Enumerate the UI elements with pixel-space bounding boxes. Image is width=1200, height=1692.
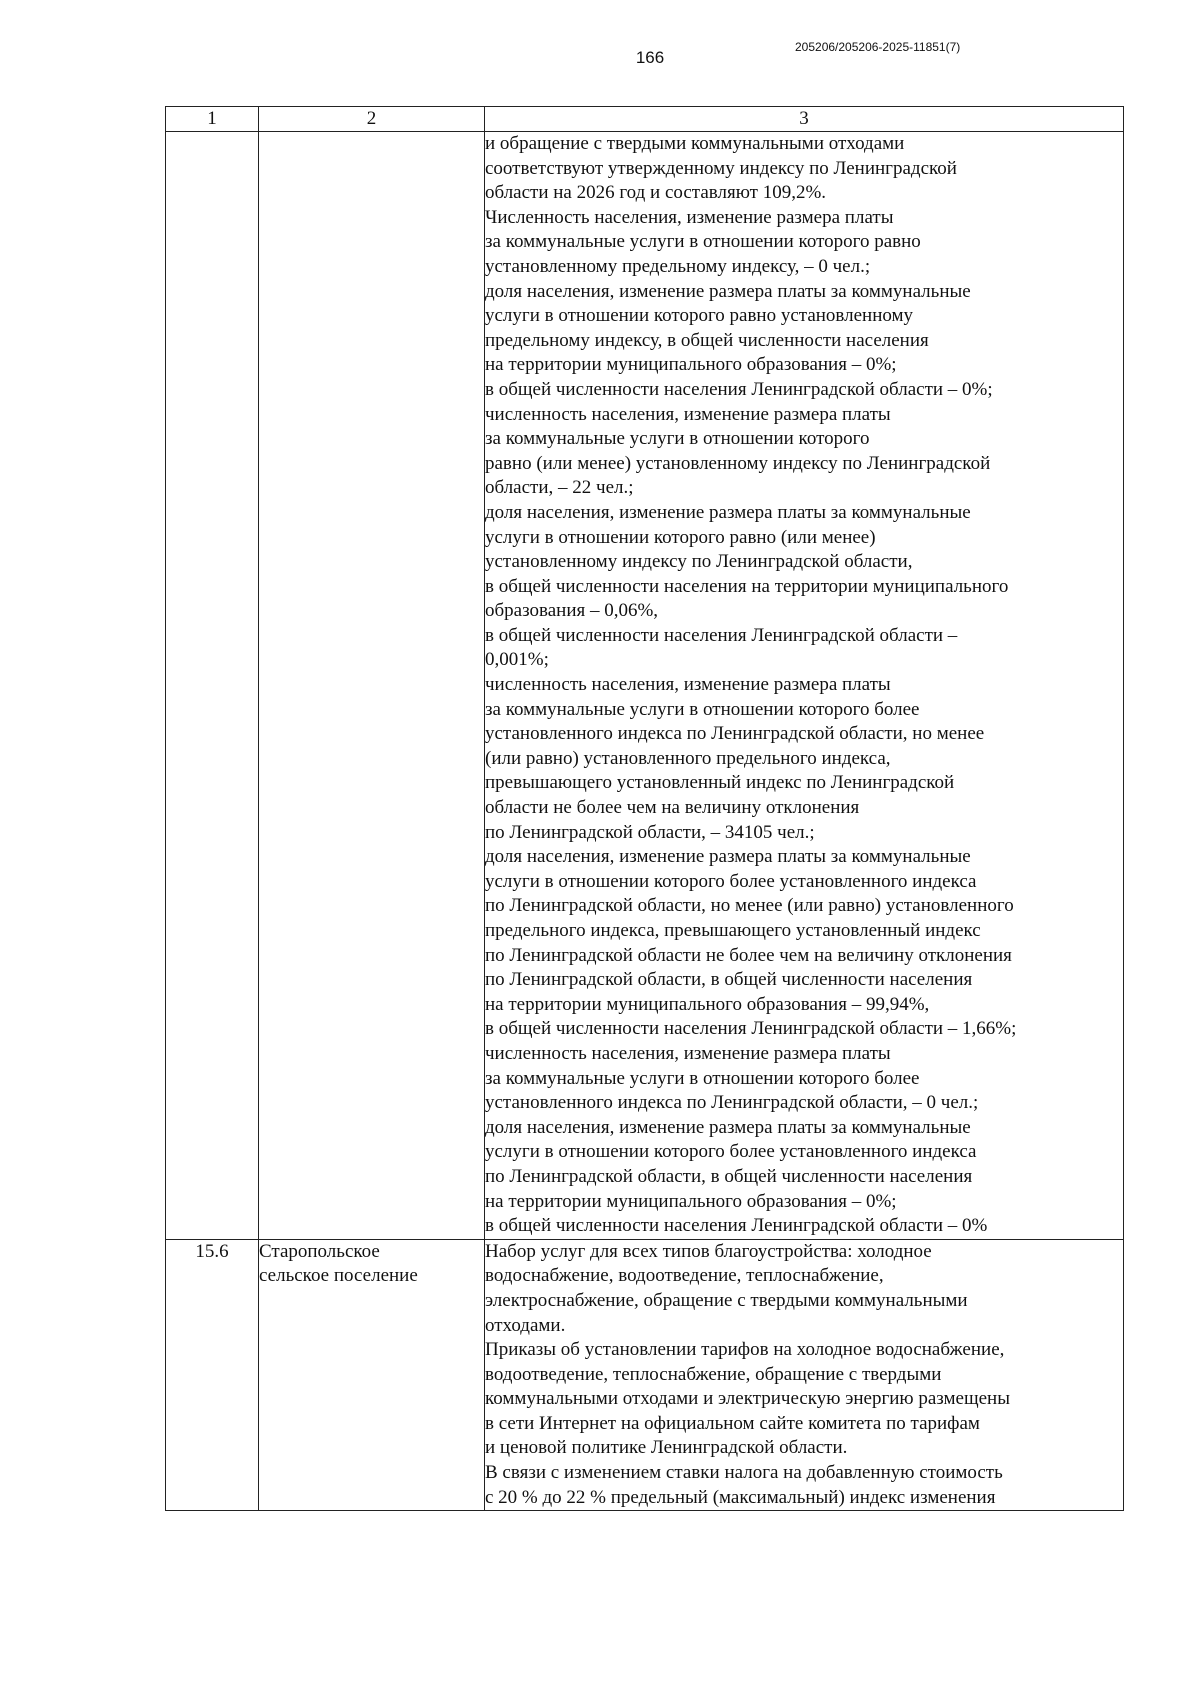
data-table bbox=[165, 106, 1124, 1511]
table-row-continuation bbox=[166, 132, 1124, 1240]
text-line: с 20 % до 22 % предельный (максимальный) индекс изменения bbox=[485, 1486, 996, 1508]
text-line: на территории муниципального образования – 0%; bbox=[485, 354, 897, 376]
column-header-1: 1 bbox=[166, 107, 259, 132]
text-line: услуги в отношении которого более установленного индекса bbox=[485, 870, 977, 892]
text-line: за коммунальные услуги в отношении которого равно bbox=[485, 231, 921, 253]
text-line: в общей численности населения Ленинградской области – 0%; bbox=[485, 378, 993, 400]
text-line: доля населения, изменение размера платы за коммунальные bbox=[485, 280, 971, 302]
description-lines bbox=[485, 132, 1123, 1239]
text-line: в сети Интернет на официальном сайте комитета по тарифам bbox=[485, 1412, 980, 1434]
text-line: в общей численности населения Ленинградской области – 0% bbox=[485, 1215, 988, 1237]
text-line: коммунальными отходами и электрическую энергию размещены bbox=[485, 1388, 1010, 1410]
text-line: в общей численности населения Ленинградской области – bbox=[485, 624, 958, 646]
text-line: электроснабжение, обращение с твердыми коммунальными bbox=[485, 1289, 968, 1311]
description-lines bbox=[485, 1240, 1123, 1511]
text-line: численность населения, изменение размера платы bbox=[485, 674, 891, 696]
text-line: установленного индекса по Ленинградской области, – 0 чел.; bbox=[485, 1092, 979, 1114]
text-line: по Ленинградской области не более чем на величину отклонения bbox=[485, 944, 1012, 966]
text-line: по Ленинградской области, но менее (или равно) установленного bbox=[485, 895, 1014, 917]
text-line: в общей численности населения на территории муниципального bbox=[485, 575, 1009, 597]
row-number-cell bbox=[166, 132, 259, 1240]
text-line: предельного индекса, превышающего установленный индекс bbox=[485, 920, 981, 941]
text-line: численность населения, изменение размера платы bbox=[485, 1042, 891, 1064]
text-line: области на 2026 год и составляют 109,2%. bbox=[485, 182, 827, 204]
text-line: по Ленинградской области, – 34105 чел.; bbox=[485, 821, 815, 843]
row-number-cell: 15.6 bbox=[166, 1239, 259, 1511]
text-line: доля населения, изменение размера платы за коммунальные bbox=[485, 501, 971, 523]
column-header-2: 2 bbox=[259, 107, 485, 132]
text-line: водоснабжение, водоотведение, теплоснабжение, bbox=[485, 1265, 884, 1287]
text-line: установленному предельному индексу, – 0 чел.; bbox=[485, 255, 871, 277]
text-line: доля населения, изменение размера платы за коммунальные bbox=[485, 846, 971, 868]
text-line: установленному индексу по Ленинградской области, bbox=[485, 551, 913, 573]
text-line: Старопольское bbox=[259, 1240, 380, 1262]
text-line: Набор услуг для всех типов благоустройства: холодное bbox=[485, 1240, 932, 1262]
text-line: и обращение с твердыми коммунальными отходами bbox=[485, 133, 905, 154]
column-header-3: 3 bbox=[485, 107, 1124, 132]
settlement-name-lines bbox=[259, 1240, 484, 1289]
description-cell bbox=[485, 132, 1124, 1240]
text-line: 0,001%; bbox=[485, 649, 549, 671]
text-line: услуги в отношении которого равно (или менее) bbox=[485, 526, 876, 548]
text-line: сельское поселение bbox=[259, 1265, 418, 1287]
text-line: услуги в отношении которого более установленного индекса bbox=[485, 1141, 977, 1163]
text-line: отходами. bbox=[485, 1314, 566, 1336]
document-code: 205206/205206-2025-11851(7) bbox=[795, 40, 961, 54]
text-line: Приказы об установлении тарифов на холодное водоснабжение, bbox=[485, 1339, 1005, 1361]
text-line: по Ленинградской области, в общей численности населения bbox=[485, 969, 973, 991]
text-line: услуги в отношении которого равно установленному bbox=[485, 305, 914, 327]
text-line: водоотведение, теплоснабжение, обращение с твердыми bbox=[485, 1363, 942, 1385]
table-header-row bbox=[166, 107, 1124, 132]
text-line: в общей численности населения Ленинградской области – 1,66%; bbox=[485, 1018, 1017, 1040]
text-line: (или равно) установленного предельного индекса, bbox=[485, 747, 891, 769]
text-line: на территории муниципального образования – 0%; bbox=[485, 1190, 897, 1212]
text-line: В связи с изменением ставки налога на добавленную стоимость bbox=[485, 1462, 1003, 1484]
settlement-name-cell bbox=[259, 1239, 485, 1511]
description-cell bbox=[485, 1239, 1124, 1511]
text-line: предельному индексу, в общей численности населения bbox=[485, 329, 929, 351]
text-line: и ценовой политике Ленинградской области. bbox=[485, 1437, 848, 1459]
text-line: доля населения, изменение размера платы за коммунальные bbox=[485, 1116, 971, 1138]
text-line: за коммунальные услуги в отношении которого bbox=[485, 428, 870, 450]
page-number: 166 bbox=[635, 48, 665, 67]
text-line: превышающего установленный индекс по Ленинградской bbox=[485, 772, 955, 794]
text-line: численность населения, изменение размера платы bbox=[485, 403, 891, 425]
text-line: области, – 22 чел.; bbox=[485, 477, 634, 499]
text-line: за коммунальные услуги в отношении которого более bbox=[485, 1067, 920, 1089]
text-line: области не более чем на величину отклонения bbox=[485, 797, 860, 819]
text-line: Численность населения, изменение размера платы bbox=[485, 206, 894, 228]
text-line: за коммунальные услуги в отношении которого более bbox=[485, 698, 920, 720]
text-line: образования – 0,06%, bbox=[485, 600, 659, 622]
text-line: установленного индекса по Ленинградской области, но менее bbox=[485, 723, 985, 745]
text-line: по Ленинградской области, в общей численности населения bbox=[485, 1165, 973, 1187]
settlement-name-cell bbox=[259, 132, 485, 1240]
text-line: соответствуют утвержденному индексу по Ленинградской bbox=[485, 157, 957, 179]
table-row-15-6 bbox=[166, 1239, 1124, 1511]
text-line: на территории муниципального образования – 99,94%, bbox=[485, 993, 930, 1015]
text-line: равно (или менее) установленному индексу по Ленинградской bbox=[485, 452, 991, 474]
